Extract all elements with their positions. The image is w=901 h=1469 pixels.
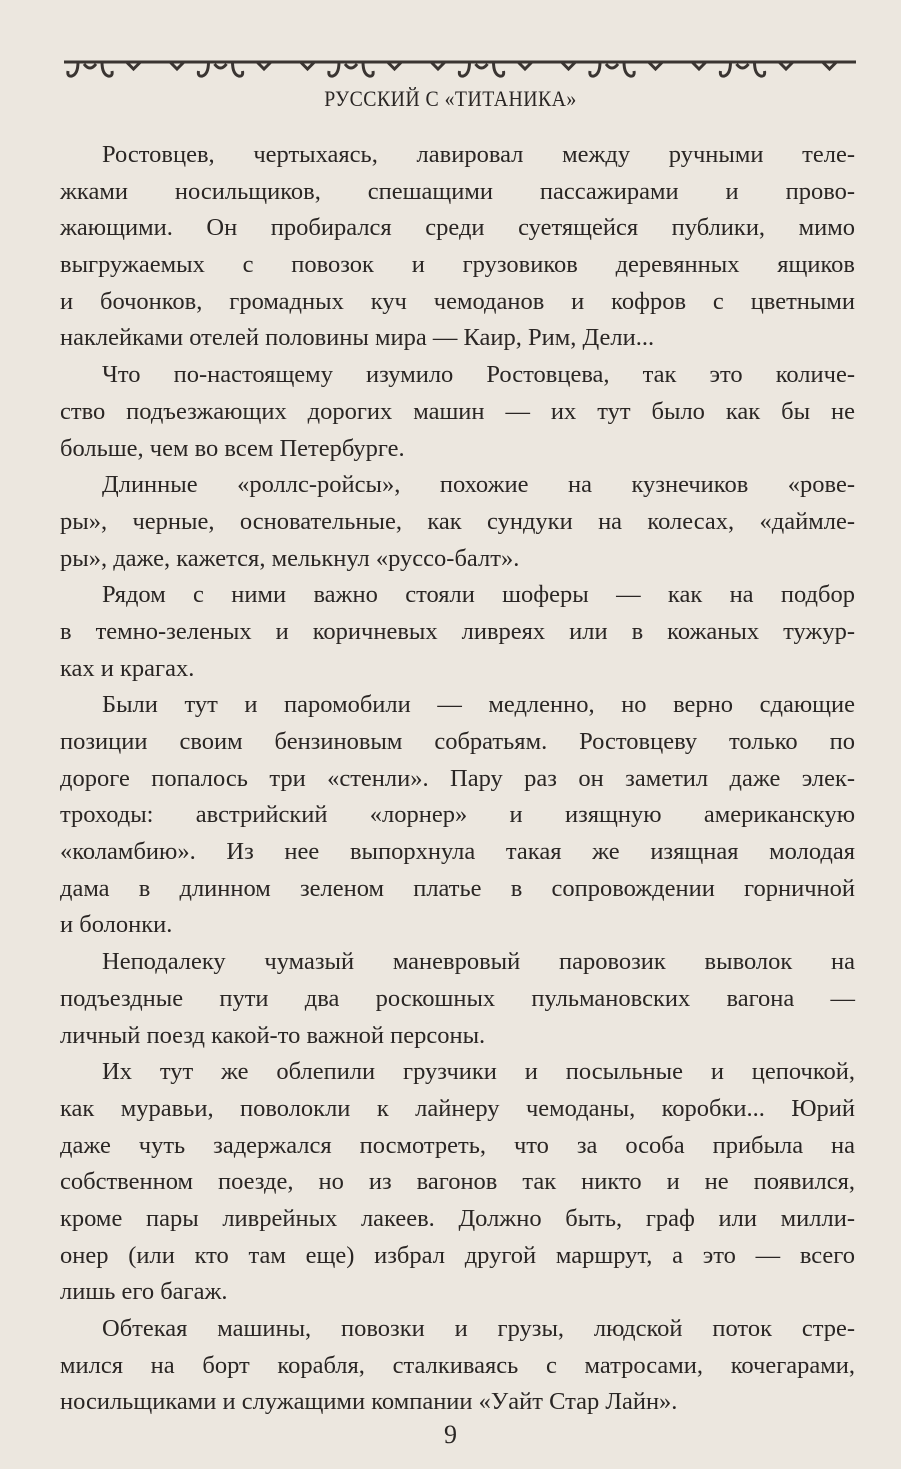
paragraph (60, 467, 855, 577)
ornament-scroll (68, 62, 112, 76)
text-line: Обтекая машины, повозки и грузы, людской поток стре- (102, 1315, 855, 1342)
text-line: кроме пары ливрейных лакеев. Должно быть, граф или милли- (60, 1204, 855, 1232)
text-line: троходы: австрийский «лорнер» и изящную американскую (60, 801, 855, 829)
paragraph (60, 137, 855, 357)
paragraph (60, 687, 855, 944)
text-line: жающими. Он пробирался среди суетящейся публики, мимо (60, 214, 855, 242)
text-line: даже чуть задержался посмотреть, что за особа прибыла на (60, 1131, 855, 1159)
text-line: выгружаемых с повозок и грузовиков деревянных ящиков (60, 251, 855, 279)
text-line: ках и крагах. (60, 654, 195, 682)
text-line: онер (или кто там еще) избрал другой маршрут, а это — всего (60, 1241, 855, 1269)
text-line: Были тут и паромобили — медленно, но верно сдающие (102, 691, 855, 719)
text-line: и бочонков, громадных куч чемоданов и кофров с цветными (60, 287, 855, 315)
paragraph (60, 1311, 855, 1421)
paragraph (60, 577, 855, 687)
text-line: мился на борт корабля, сталкиваясь с матросами, кочегарами, (60, 1351, 855, 1379)
text-line: Ростовцев, чертыхаясь, лавировал между ручными теле- (102, 141, 855, 168)
ornament-scroll (198, 62, 242, 76)
text-line: ство подъезжающих дорогих машин — их тут было как бы не (60, 397, 855, 425)
text-line: Их тут же облепили грузчики и посыльные и цепочкой, (102, 1058, 855, 1086)
paragraph (60, 1054, 855, 1311)
text-line: Что по-настоящему изумило Ростовцева, так это количе- (102, 361, 855, 389)
body-text (60, 137, 855, 1421)
text-line: в темно-зеленых и коричневых ливреях или в кожаных тужур- (60, 617, 855, 645)
text-line: позиции своим бензиновым собратьям. Ростовцеву только по (60, 728, 855, 755)
ornament-scroll (720, 62, 764, 76)
page-number: 9 (444, 1420, 457, 1449)
decorative-header-ornament (60, 48, 860, 88)
text-line: как муравьи, поволокли к лайнеру чемоданы, коробки... Юрий (60, 1094, 855, 1122)
text-line: собственном поезде, но из вагонов так никто и не появился, (60, 1168, 855, 1196)
text-line: жками носильщиков, спешащими пассажирами и прово- (60, 177, 855, 205)
text-line: лишь его багаж. (60, 1278, 228, 1306)
text-line: и болонки. (60, 911, 173, 939)
ornament-scroll (590, 62, 634, 76)
text-line: дороге попалось три «стенли». Пару раз он заметил даже элек- (60, 764, 855, 792)
text-line: ры», черные, основательные, как сундуки на колесах, «даймле- (60, 507, 855, 535)
text-line: дама в длинном зеленом платье в сопровождении горничной (60, 874, 855, 902)
text-line: больше, чем во всем Петербурге. (60, 434, 405, 462)
text-line: личный поезд какой-то важной персоны. (60, 1021, 486, 1049)
text-line: «коламбию». Из нее выпорхнула такая же изящная молодая (60, 838, 855, 866)
text-line: носильщиками и служащими компании «Уайт Стар Лайн». (60, 1388, 678, 1416)
text-line: наклейками отелей половины мира — Каир, Рим, Дели... (60, 324, 655, 352)
text-line: подъездные пути два роскошных пульмановских вагона — (60, 984, 855, 1012)
ornament-scroll (459, 62, 503, 76)
paragraph (60, 944, 855, 1054)
text-line: Длинные «роллс-ройсы», похожие на кузнечиков «рове- (102, 471, 855, 499)
text-line: Неподалеку чумазый маневровый паровозик выволок на (102, 948, 855, 976)
paragraph (60, 357, 855, 467)
ornament-scroll (329, 62, 373, 76)
running-head: РУССКИЙ С «ТИТАНИКА» (324, 86, 577, 111)
text-line: ры», даже, кажется, мелькнул «руссо-балт». (60, 544, 520, 572)
text-line: Рядом с ними важно стояли шоферы — как на подбор (102, 581, 855, 609)
